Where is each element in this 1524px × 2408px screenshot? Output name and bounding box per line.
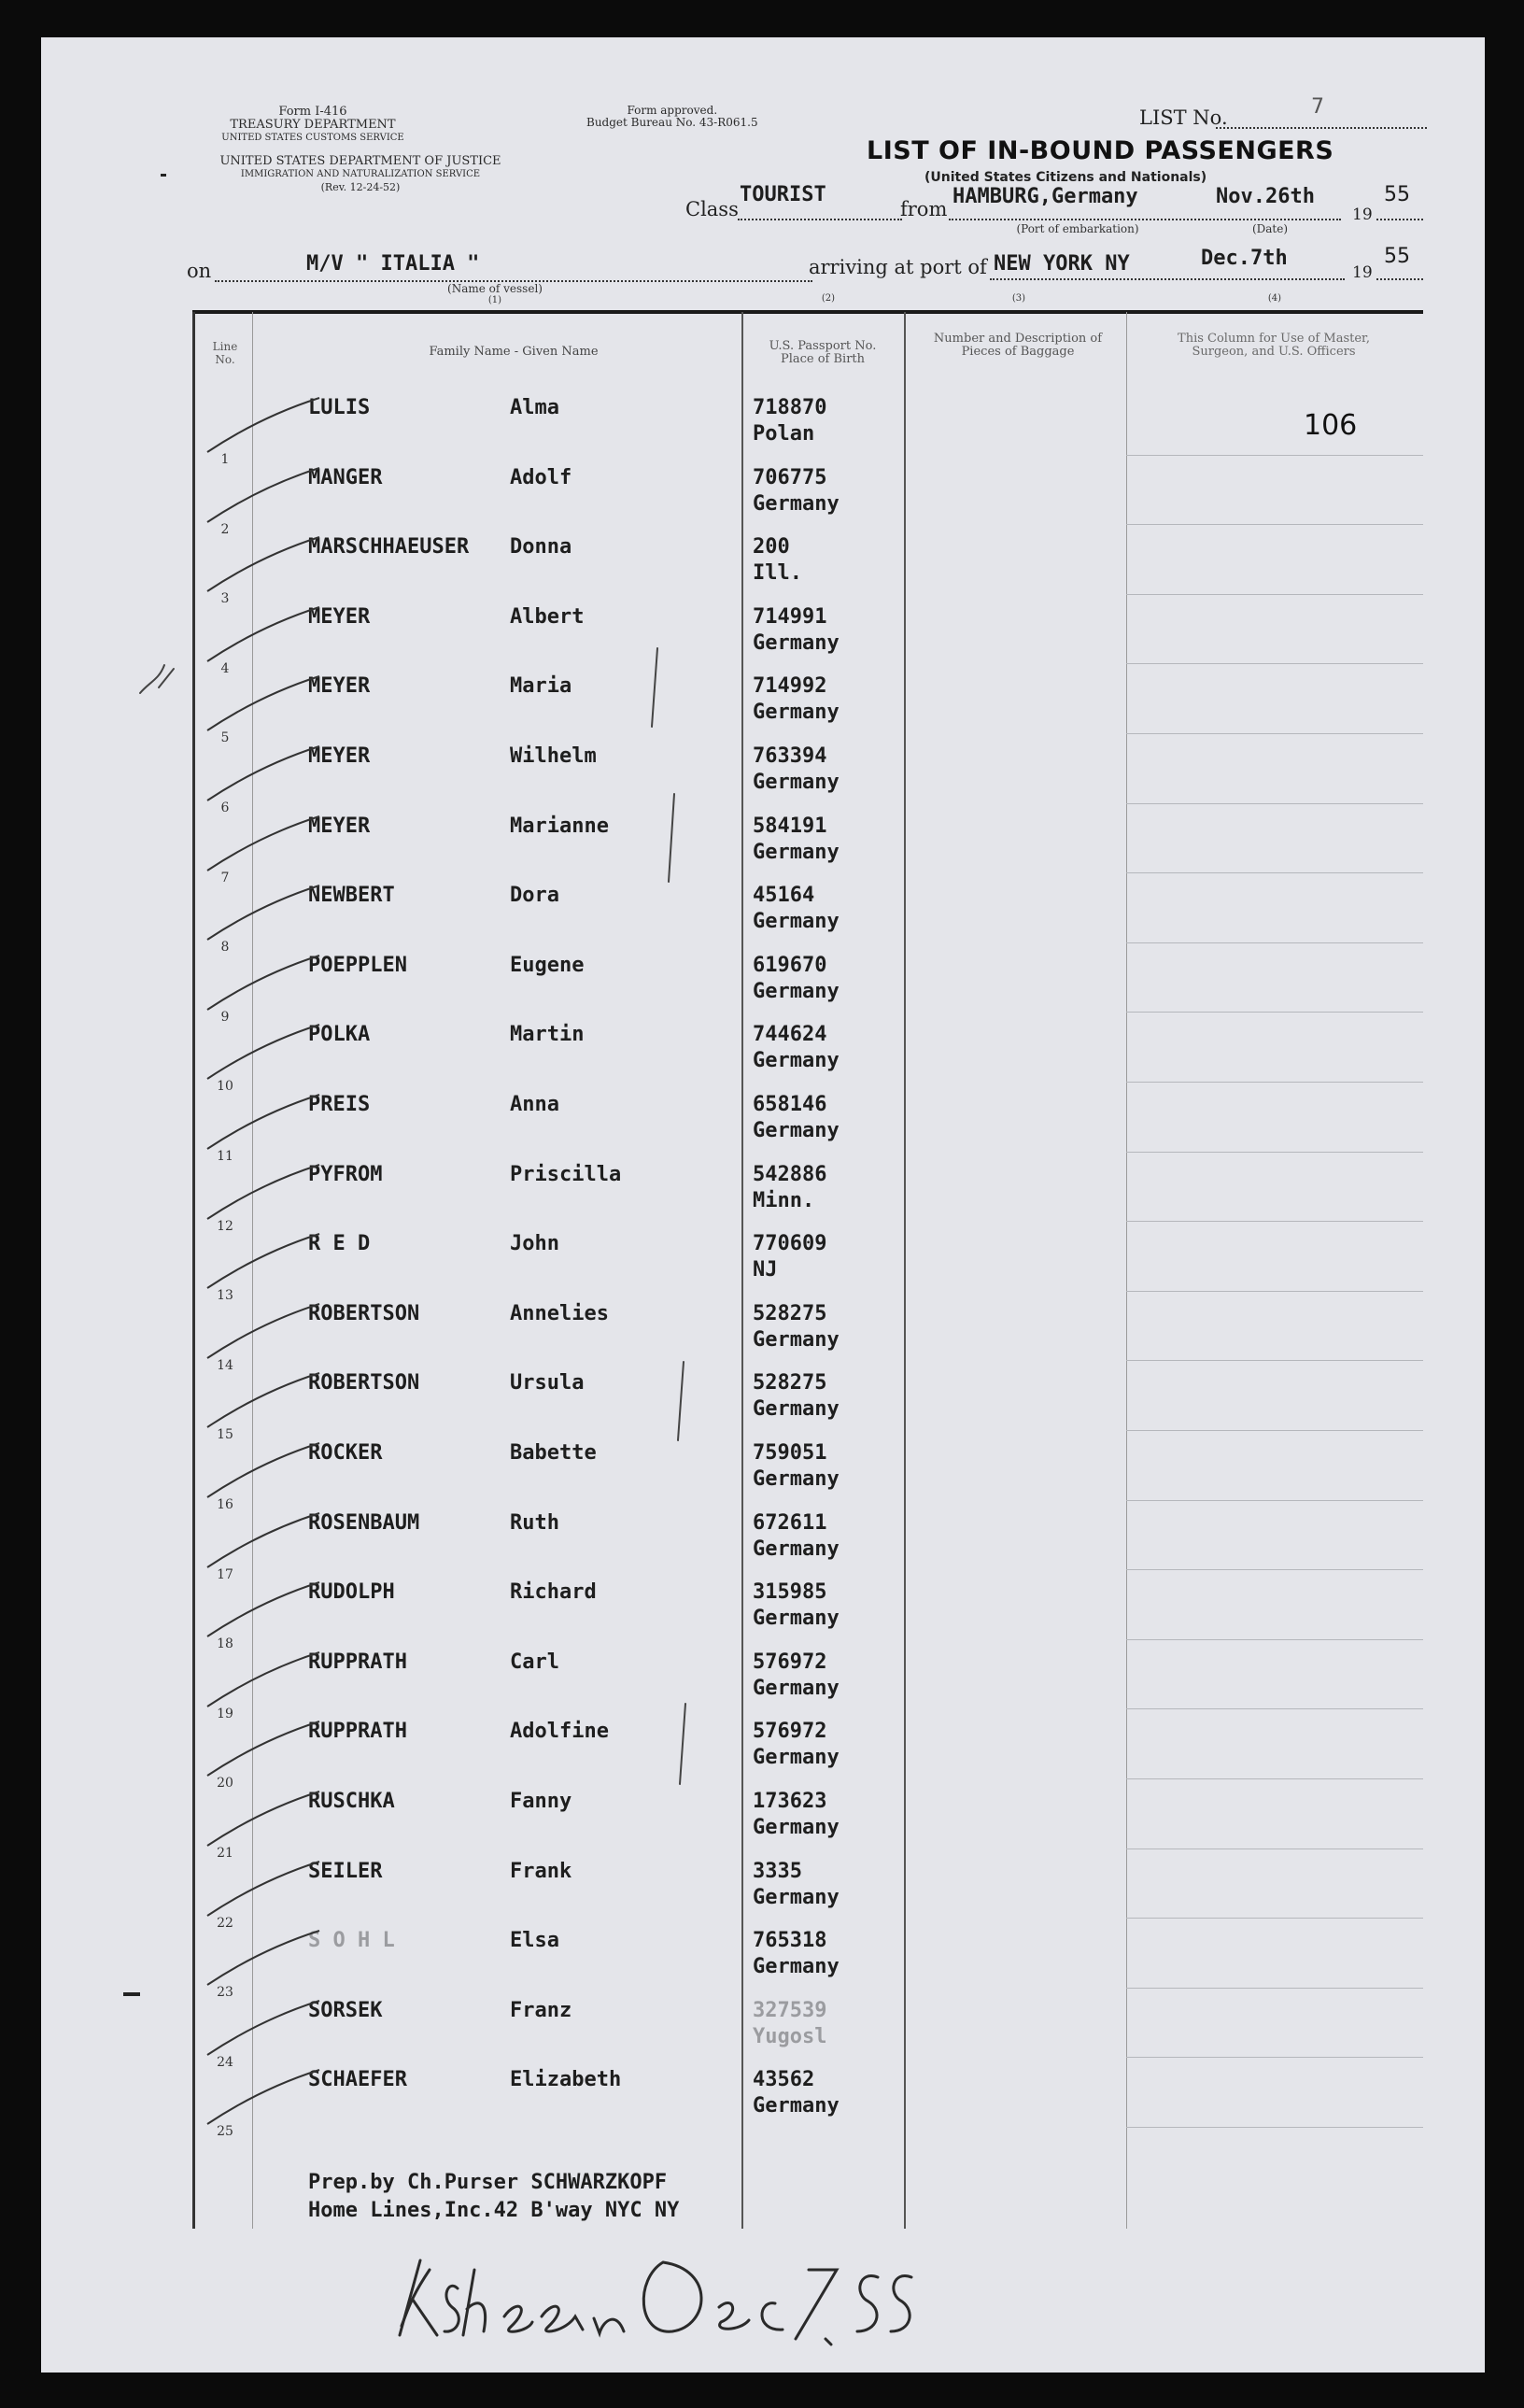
company-line: Home Lines,Inc.42 B'way NYC NY [308, 2199, 680, 2222]
passport-number: 43562 [753, 2068, 815, 2092]
family-name: SORSEK [308, 1998, 383, 2022]
passport-number: 200 [753, 535, 790, 560]
col-head-baggage: Number and Description of Pieces of Baggage [933, 332, 1103, 359]
class-label: Class [685, 198, 739, 220]
place-of-birth: Germany [753, 1119, 840, 1142]
vessel-value: M/V " ITALIA " [306, 252, 480, 276]
given-name: Babette [510, 1441, 597, 1465]
list-no-label: LIST No. [1139, 106, 1228, 129]
family-name: MARSCHHAEUSER [308, 535, 470, 560]
line-number: 1 [220, 452, 230, 467]
family-name: MEYER [308, 674, 371, 699]
place-of-birth: Germany [753, 630, 840, 655]
family-name: ROCKER [308, 1441, 383, 1465]
family-name: SEILER [308, 1859, 383, 1883]
given-name: Annelies [510, 1301, 609, 1325]
family-name: RUPPRATH [308, 1720, 407, 1744]
line-number: 12 [217, 1218, 233, 1234]
passport-number: 528275 [753, 1371, 827, 1395]
place-of-birth: Ill. [753, 561, 802, 586]
line-number: 3 [220, 591, 230, 607]
passport-number: 714991 [753, 604, 827, 629]
col-head-officers: This Column for Use of Master, Surgeon, and U.S. Officers [1178, 332, 1370, 359]
agency-line: UNITED STATES DEPARTMENT OF JUSTICE [219, 154, 501, 168]
place-of-birth: Germany [753, 1467, 840, 1491]
given-name: Donna [510, 535, 572, 560]
place-of-birth: Germany [753, 1607, 840, 1631]
place-of-birth: Germany [753, 2094, 840, 2118]
given-name: Maria [510, 674, 572, 699]
passport-number: 759051 [753, 1441, 827, 1465]
passport-number: 770609 [753, 1232, 827, 1256]
given-name: Adolfine [510, 1720, 609, 1744]
list-no-value: 7 [1311, 95, 1324, 119]
passport-number: 714992 [753, 674, 827, 699]
passport-number: 584191 [753, 814, 827, 838]
family-name: PYFROM [308, 1162, 383, 1186]
family-name: MEYER [308, 744, 371, 768]
family-name: LULIS [308, 396, 371, 419]
passport-number: 658146 [753, 1093, 827, 1116]
given-name: Ruth [510, 1510, 559, 1535]
family-name: POEPPLEN [308, 953, 407, 977]
given-name: Fanny [510, 1790, 572, 1813]
year-from-value: 55 [1384, 183, 1410, 206]
line-number: 19 [217, 1706, 233, 1721]
place-of-birth: Germany [753, 1746, 840, 1770]
line-number: 7 [220, 870, 230, 885]
line-number: 11 [217, 1149, 233, 1164]
line-number: 18 [217, 1636, 233, 1652]
passport-number: 576972 [753, 1720, 827, 1744]
vessel-caption-no: (1) [487, 295, 502, 305]
line-number: 9 [220, 1009, 230, 1025]
given-name: Martin [510, 1023, 585, 1047]
line-number: 13 [217, 1288, 233, 1304]
form-line: UNITED STATES CUSTOMS SERVICE [221, 133, 404, 143]
vessel-caption-text: (Name of vessel) [447, 282, 543, 295]
line-number: 20 [217, 1776, 233, 1792]
passport-number: 315985 [753, 1580, 827, 1605]
family-name: SCHAEFER [308, 2068, 407, 2092]
passport-number: 173623 [753, 1790, 827, 1813]
place-of-birth: NJ [753, 1258, 778, 1282]
family-name: PREIS [308, 1093, 371, 1116]
passport-number: 528275 [753, 1301, 827, 1325]
place-of-birth: Germany [753, 1816, 840, 1839]
place-of-birth: Germany [753, 840, 840, 864]
date-caption: (Date) [1251, 222, 1289, 235]
passport-number: 327539 [753, 1998, 827, 2022]
passport-number: 718870 [753, 396, 827, 419]
date-arrive-value: Dec.7th [1201, 247, 1288, 270]
place-of-birth: Minn. [753, 1188, 815, 1212]
passport-number: 672611 [753, 1510, 827, 1535]
approval-line: Form approved. [627, 104, 718, 117]
line-number: 22 [217, 1915, 233, 1931]
family-name: MEYER [308, 604, 371, 629]
given-name: Adolf [510, 465, 572, 489]
page-subtitle: (United States Citizens and Nationals) [924, 170, 1207, 185]
passport-number: 3335 [753, 1859, 802, 1883]
line-number: 5 [220, 730, 230, 746]
port-col-no: (3) [1011, 293, 1026, 304]
line-number: 15 [217, 1427, 233, 1443]
year-prefix: 19 [1352, 205, 1373, 224]
place-of-birth: Polan [753, 422, 815, 446]
passport-number: 576972 [753, 1650, 827, 1674]
line-number: 25 [217, 2124, 233, 2140]
given-name: Frank [510, 1859, 572, 1883]
class-value: TOURIST [740, 183, 826, 206]
line-number: 17 [217, 1566, 233, 1582]
family-name: POLKA [308, 1023, 371, 1047]
line-number: 24 [217, 2054, 233, 2070]
given-name: Alma [510, 396, 559, 419]
place-of-birth: Yugosl [753, 2024, 827, 2048]
agency-line: (Rev. 12-24-52) [320, 181, 401, 193]
place-of-birth: Germany [753, 701, 840, 725]
place-of-birth: Germany [753, 1049, 840, 1073]
line-number: 6 [220, 800, 230, 815]
count-stamp: 106 [1304, 409, 1358, 442]
given-name: John [510, 1232, 559, 1256]
passport-number: 542886 [753, 1162, 827, 1186]
col-head-name: Family Name - Given Name [429, 345, 599, 359]
year-prefix-2: 19 [1352, 263, 1373, 282]
given-name: Wilhelm [510, 744, 597, 768]
place-of-birth: Germany [753, 1676, 840, 1700]
arriving-col-no: (2) [821, 293, 836, 304]
prepared-by: Prep.by Ch.Purser SCHWARZKOPF [308, 2171, 668, 2194]
from-value: HAMBURG,Germany [952, 185, 1138, 208]
given-name: Richard [510, 1580, 597, 1605]
line-number: 8 [220, 940, 230, 956]
form-line: Form I-416 [278, 105, 347, 119]
date-from-value: Nov.26th [1216, 185, 1315, 208]
passport-number: 765318 [753, 1929, 827, 1953]
family-name: ROBERTSON [308, 1301, 420, 1325]
given-name: Elizabeth [510, 2068, 622, 2092]
passport-number: 619670 [753, 953, 827, 977]
given-name: Albert [510, 604, 585, 629]
family-name: MANGER [308, 465, 383, 489]
line-number: 23 [217, 1985, 233, 2001]
given-name: Eugene [510, 953, 585, 977]
from-label: from [900, 198, 948, 220]
place-of-birth: Germany [753, 1885, 840, 1909]
passport-number: 706775 [753, 465, 827, 489]
given-name: Priscilla [510, 1162, 622, 1186]
col-head-line-no: Line No. [212, 340, 238, 366]
family-name: RUDOLPH [308, 1580, 395, 1605]
on-label: on [187, 260, 212, 282]
page-title: LIST OF IN-BOUND PASSENGERS [867, 136, 1334, 165]
place-of-birth: Germany [753, 1327, 840, 1352]
place-of-birth: Germany [753, 1537, 840, 1561]
year-arrive-value: 55 [1384, 245, 1410, 268]
port-value: NEW YORK NY [994, 252, 1130, 276]
given-name: Anna [510, 1093, 559, 1116]
given-name: Ursula [510, 1371, 585, 1395]
approval-line: Budget Bureau No. 43-R061.5 [586, 116, 758, 129]
family-name: ROSENBAUM [308, 1510, 420, 1535]
arriving-label: arriving at port of [809, 256, 987, 278]
family-name: S O H L [308, 1929, 395, 1953]
given-name: Dora [510, 884, 559, 908]
family-name: NEWBERT [308, 884, 395, 908]
family-name: R E D [308, 1232, 371, 1256]
given-name: Franz [510, 1998, 572, 2022]
passport-number: 45164 [753, 884, 815, 908]
place-of-birth: Germany [753, 979, 840, 1003]
place-of-birth: Germany [753, 910, 840, 934]
line-number: 4 [220, 660, 230, 676]
line-number: 16 [217, 1497, 233, 1512]
date-col-no: (4) [1267, 293, 1282, 304]
family-name: ROBERTSON [308, 1371, 420, 1395]
place-of-birth: Germany [753, 771, 840, 794]
passport-number: 744624 [753, 1023, 827, 1047]
line-number: 14 [217, 1357, 233, 1373]
place-of-birth: Germany [753, 491, 840, 516]
given-name: Elsa [510, 1929, 559, 1953]
family-name: MEYER [308, 814, 371, 838]
given-name: Marianne [510, 814, 609, 838]
agency-line: IMMIGRATION AND NATURALIZATION SERVICE [240, 169, 481, 179]
line-number: 10 [217, 1079, 233, 1095]
col-head-passport: U.S. Passport No. Place of Birth [769, 339, 877, 366]
family-name: RUSCHKA [308, 1790, 395, 1813]
place-of-birth: Germany [753, 1955, 840, 1979]
given-name: Carl [510, 1650, 559, 1674]
form-line: TREASURY DEPARTMENT [230, 118, 396, 132]
line-number: 2 [220, 521, 230, 537]
from-caption: (Port of embarkation) [1016, 222, 1139, 235]
place-of-birth: Germany [753, 1397, 840, 1422]
family-name: RUPPRATH [308, 1650, 407, 1674]
passport-number: 763394 [753, 744, 827, 768]
line-number: 21 [217, 1846, 233, 1861]
